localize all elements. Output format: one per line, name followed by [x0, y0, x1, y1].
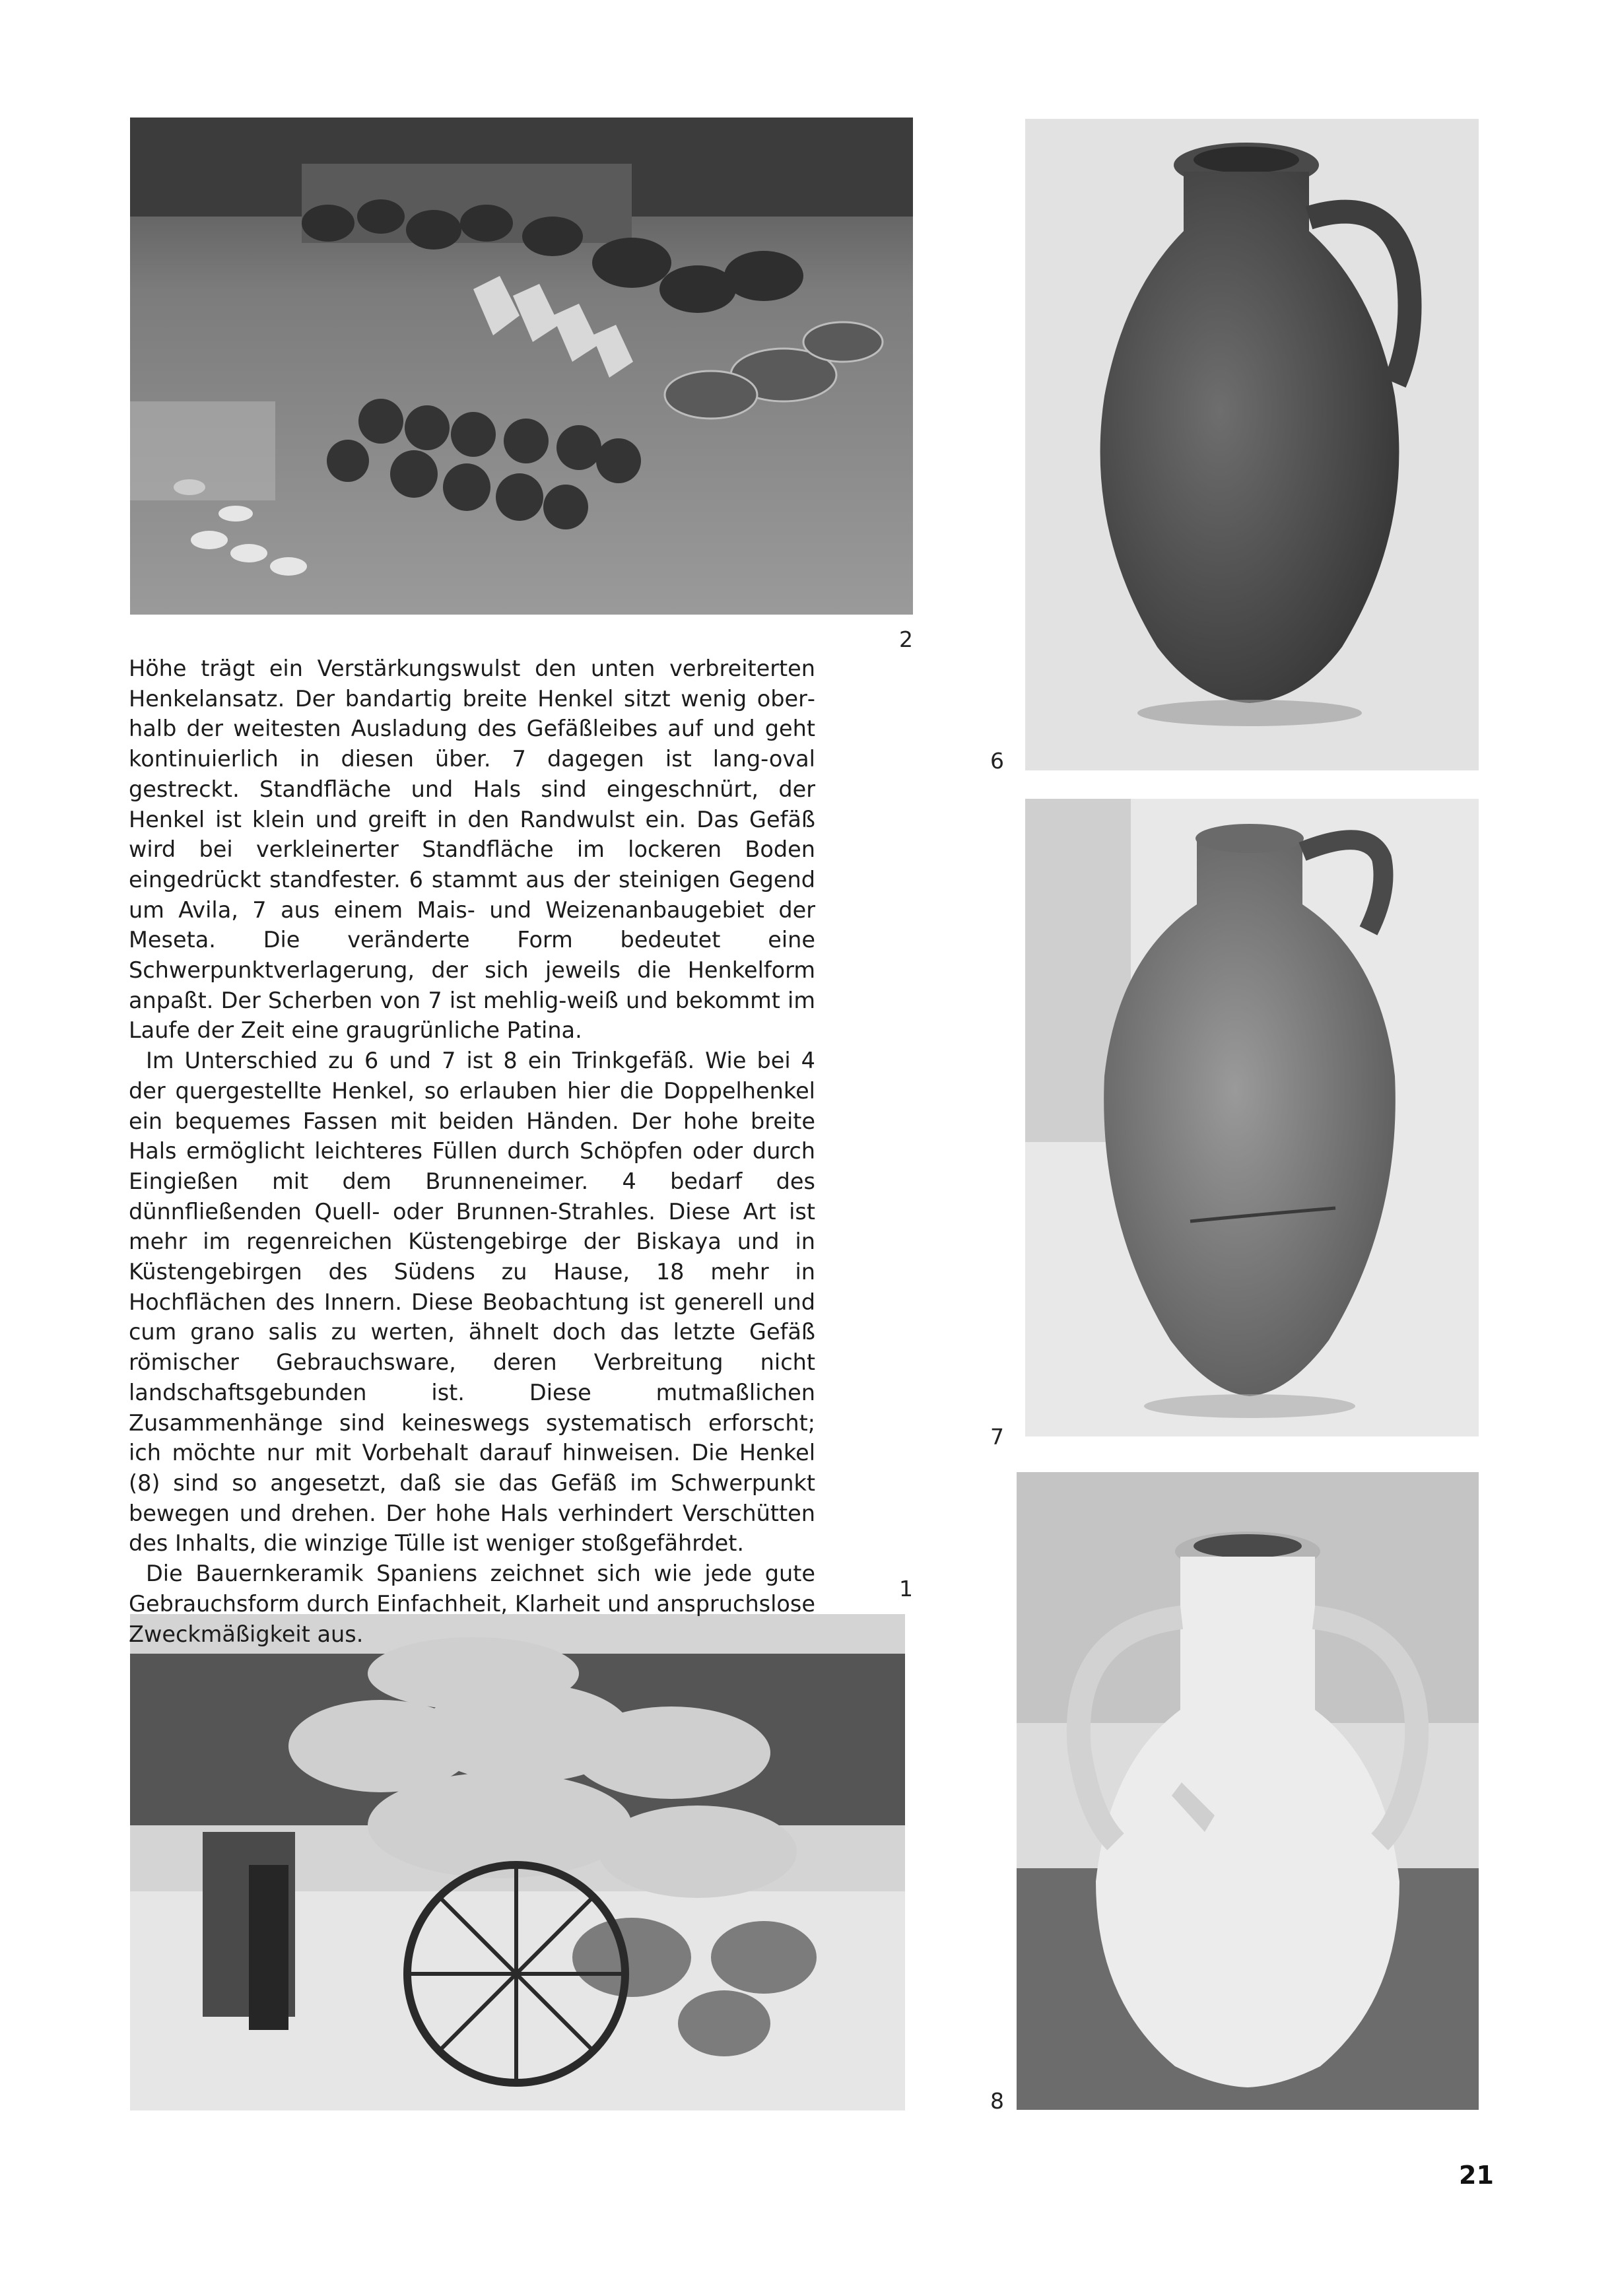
- photo-pottery-market: [130, 118, 913, 615]
- paragraph-1: Höhe trägt ein Verstärkungswulst den unten verbreiterten Henkelansatz. Der bandartig breite Henkel sitzt wenig oberhalb der weitesten Ausladung des Gefäßleibes auf und geht kontinuierlich in diesen über. 7 dagegen ist lang-oval gestreckt. Standfläche und Hals sind eingeschnürt, der Henkel ist klein und greift in den Randwulst ein. Das Gefäß wird bei verkleinerter Standfläche im lockeren Boden eingedrückt standfester. 6 stammt aus der steinigen Gegend um Avila, 7 aus einem Mais- und Weizenanbaugebiet der Meseta. Die veränderte Form bedeutet eine Schwerpunktverlagerung, der sich jeweils die Henkelform anpaßt. Der Scherben von 7 ist mehlig-weiß und bekommt im Laufe der Zeit eine graugrünliche Patina.: [129, 656, 815, 1044]
- figure-number-2: 2: [899, 626, 913, 652]
- jug-7-illustration: [1025, 799, 1479, 1436]
- paragraph-2: Im Unterschied zu 6 und 7 ist 8 ein Trinkgefäß. Wie bei 4 der quergestellte Henkel, so erlauben hier die Doppelhenkel ein bequemes Fassen mit beiden Händen. Der hohe breite Hals ermöglicht leichteres Füllen durch Schöpfen oder durch Eingießen mit dem Brunneneimer. 4 bedarf des dünnfließenden Quell- oder Brunnen-Strahles. Diese Art ist mehr im regenreichen Küstengebirge der Biskaya und in Küstengebirgen des Südens zu Hause, 18 mehr in Hochflächen des Innern. Diese Beobachtung ist generell und cum grano salis zu werten, ähnelt doch das letzte Gefäß römischer Gebrauchsware, deren Verbreitung nicht landschaftsgebunden ist. Diese mutmaßlichen Zusammenhänge sind keineswegs systematisch erforscht; ich möchte nur mit Vorbehalt darauf hinweisen. Die Henkel (8) sind so angesetzt, daß sie das Gefäß im Schwerpunkt bewegen und drehen. Der hohe Hals verhindert Verschütten des Inhalts, die winzige Tülle ist weniger stoßgefährdet.: [129, 1048, 815, 1557]
- figure-number-7: 7: [990, 1424, 1004, 1450]
- photo-loaded-cart: [130, 1614, 905, 2110]
- loaded-cart-illustration: [130, 1614, 905, 2110]
- vessel-8-illustration: [1017, 1472, 1479, 2110]
- paragraph-3: Die Bauernkeramik Spaniens zeichnet sich wie jede gute Gebrauchsform durch Einfachheit, Klarheit und anspruchslose Zweckmäßigkeit aus.: [129, 1561, 815, 1647]
- figure-number-6: 6: [990, 748, 1004, 774]
- article-text: [129, 654, 815, 1649]
- jug-6-illustration: [1025, 119, 1479, 770]
- photo-jug-7: [1025, 799, 1479, 1436]
- photo-vessel-8: [1017, 1472, 1479, 2110]
- figure-number-1: 1: [899, 1576, 913, 1602]
- photo-jug-6: [1025, 119, 1479, 770]
- figure-number-8: 8: [990, 2088, 1004, 2114]
- page-number: 21: [1459, 2161, 1494, 2190]
- pottery-market-illustration: [130, 118, 913, 615]
